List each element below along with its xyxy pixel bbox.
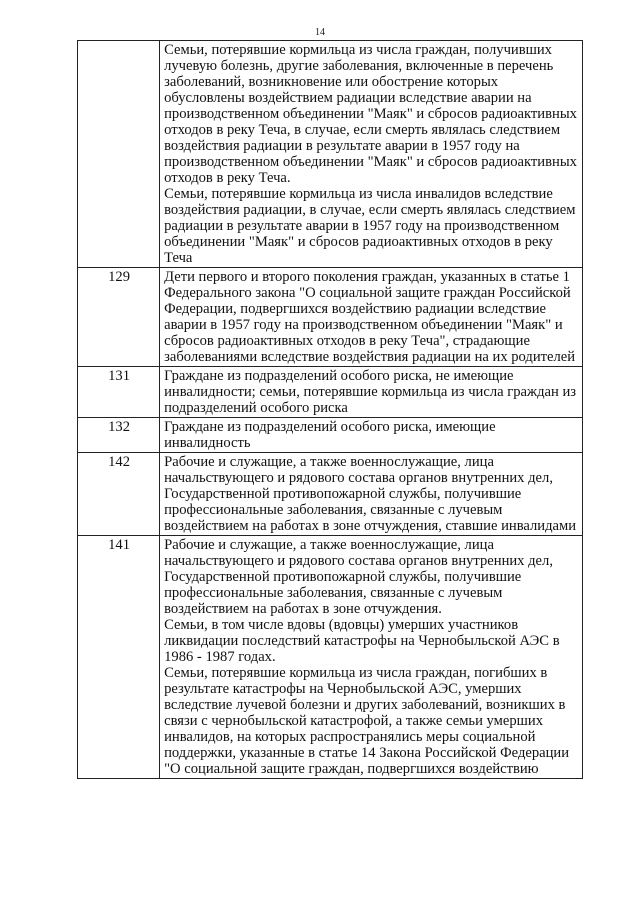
description-paragraph: Дети первого и второго поколения граждан, указанных в статье 1 Федерального закона "О социальной защите граждан Российской Федерации, подвергшихся воздействию радиации вследствие аварии в 1957 году на производственном объединении "Маяк" и сбросов радиоактивных отходов в реку Теча", страдающие заболеваниями вследствие воздействия радиации на их родителей — [164, 269, 576, 365]
row-number: 142 — [78, 453, 160, 536]
row-description — [160, 536, 583, 779]
description-paragraph: Семьи, потерявшие кормильца из числа граждан, погибших в результате катастрофы на Чернобыльской АЭС, умерших вследствие лучевой болезни и других заболеваний, возникших в связи с чернобыльской катастрофой, а также семьи умерших инвалидов, на которых распространялись меры социальной поддержки, указанные в статье 14 Закона Российской Федерации "О социальной защите граждан, подвергшихся воздействию — [164, 665, 570, 777]
row-description — [160, 41, 583, 268]
description-paragraph: Граждане из подразделений особого риска, не имеющие инвалидности; семьи, потерявшие кормильца из числа граждан из подразделений особого риска — [164, 368, 577, 416]
description-paragraph: Семьи, в том числе вдовы (вдовцы) умерших участников ликвидации последствий катастрофы на Чернобыльской АЭС в 1986 - 1987 годах. — [164, 617, 560, 665]
row-number — [78, 41, 160, 268]
row-number: 129 — [78, 268, 160, 367]
row-description — [160, 453, 583, 536]
table-row — [78, 453, 583, 536]
row-number: 141 — [78, 536, 160, 779]
page-number: 14 — [315, 27, 325, 38]
table-row — [78, 41, 583, 268]
table-row — [78, 418, 583, 453]
description-paragraph: Рабочие и служащие, а также военнослужащие, лица начальствующего и рядового состава органов внутренних дел, Государственной противопожарной службы, получившие профессиональные заболевания, связанные с лучевым воздействием на работах в зоне отчуждения, ставшие инвалидами — [164, 454, 577, 534]
row-description — [160, 268, 583, 367]
row-number: 131 — [78, 367, 160, 418]
description-paragraph: Семьи, потерявшие кормильца из числа граждан, получивших лучевую болезнь, другие заболевания, включенные в перечень заболеваний, возникновение или обострение которых обусловлены воздействием радиации вследствие аварии на производственном объединении "Маяк" и сбросов радиоактивных отходов в реку Теча, в случае, если смерть являлась следствием воздействия радиации в результате аварии в 1957 году на производственном объединении "Маяк" и сбросов радиоактивных отходов в реку Теча. — [164, 42, 577, 186]
description-paragraph: Граждане из подразделений особого риска, имеющие инвалидность — [164, 419, 496, 451]
description-paragraph: Семьи, потерявшие кормильца из числа инвалидов вследствие воздействия радиации, в случае, если смерть являлась следствием радиации в результате аварии в 1957 году на производственном объединении "Маяк" и сбросов радиоактивных отходов в реку Теча — [164, 186, 576, 266]
description-paragraph: Рабочие и служащие, а также военнослужащие, лица начальствующего и рядового состава органов внутренних дел, Государственной противопожарной службы, получившие профессиональные заболевания, связанные с лучевым воздействием на работах в зоне отчуждения. — [164, 537, 553, 617]
row-number: 132 — [78, 418, 160, 453]
benefits-table — [77, 40, 583, 779]
row-description — [160, 367, 583, 418]
table-row — [78, 268, 583, 367]
table-row — [78, 367, 583, 418]
table-row — [78, 536, 583, 779]
row-description — [160, 418, 583, 453]
